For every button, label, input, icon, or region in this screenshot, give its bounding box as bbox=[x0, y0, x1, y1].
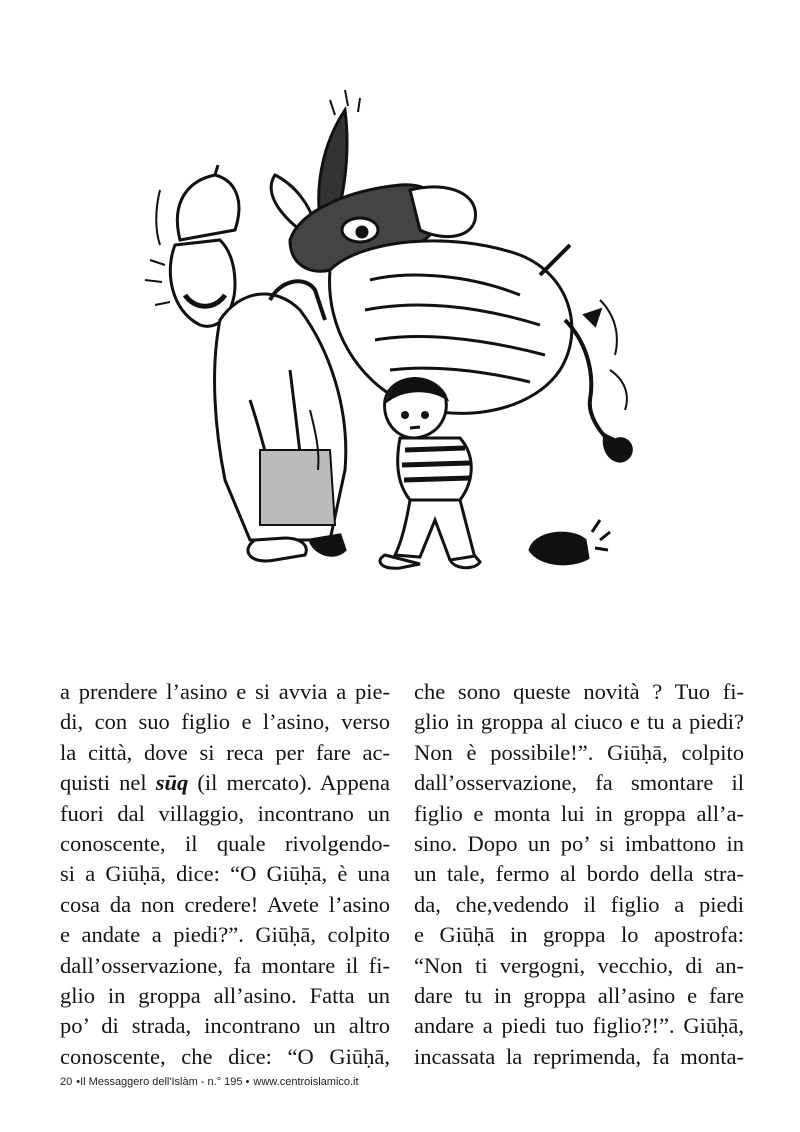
text-line: conoscente, che dice: “O Giūḥā, bbox=[60, 1043, 390, 1069]
text-line: e andate a piedi?”. Giūḥā, colpito bbox=[60, 922, 390, 948]
text-line: andare a piedi tuo figlio?!”. Giūḥā, bbox=[414, 1013, 744, 1039]
text-column-left bbox=[60, 677, 390, 1072]
text-column-right bbox=[414, 677, 744, 1072]
text-line: che sono queste novità ? Tuo fi- bbox=[414, 679, 744, 704]
cartoon-illustration bbox=[130, 70, 650, 620]
text-line: fuori dal villaggio, incontrano un bbox=[60, 800, 390, 826]
term-suq: sūq bbox=[155, 770, 189, 796]
text-line: figlio e monta lui in groppa all’a- bbox=[414, 800, 744, 826]
text-line: dall’osservazione, fa smontare il bbox=[414, 770, 744, 796]
text-line: incassata la reprimenda, fa monta- bbox=[414, 1043, 744, 1069]
website-link[interactable]: www.centroislamico.it bbox=[253, 1076, 359, 1088]
text-line: di, con suo figlio e l’asino, verso bbox=[60, 709, 390, 735]
text-line: Non è possibile!”. Giūḥā, colpito bbox=[414, 739, 744, 765]
text-line: cosa da non credere! Avete l’asino bbox=[60, 891, 390, 917]
cartoon-illustration-icon bbox=[130, 70, 650, 620]
text-line: conoscente, il quale rivolgendo- bbox=[60, 830, 390, 856]
magazine-title: •Il Messaggero dell'Islàm - n.° 195 • bbox=[76, 1076, 250, 1088]
text-line: a prendere l’asino e si avvia a pie- bbox=[60, 679, 390, 704]
text-line: glio in groppa all’asino. Fatta un bbox=[60, 982, 390, 1008]
text-line: “Non ti vergogni, vecchio, di an- bbox=[414, 952, 744, 978]
text-line: da, che,vedendo il figlio a piedi bbox=[414, 891, 744, 917]
text-line: un tale, fermo al bordo della stra- bbox=[414, 861, 744, 887]
text-fragment: (il mercato). Appena bbox=[188, 770, 390, 796]
text-fragment: quisti nel bbox=[60, 770, 156, 796]
text-line: sino. Dopo un po’ si imbattono in bbox=[414, 830, 744, 856]
text-line: glio in groppa al ciuco e tu a piedi? bbox=[414, 709, 744, 735]
text-line bbox=[60, 768, 390, 798]
page-number: 20 bbox=[60, 1076, 73, 1088]
page-footer bbox=[60, 1076, 359, 1088]
text-line: dall’osservazione, fa montare il fi- bbox=[60, 952, 390, 978]
text-line: la città, dove si reca per fare ac- bbox=[60, 739, 390, 765]
text-line: e Giūḥā in groppa lo apostrofa: bbox=[414, 922, 744, 948]
text-line: po’ di strada, incontrano un altro bbox=[60, 1013, 390, 1039]
text-line: si a Giūḥā, dice: “O Giūḥā, è una bbox=[60, 861, 390, 887]
text-line: dare tu in groppa all’asino e fare bbox=[414, 982, 744, 1008]
